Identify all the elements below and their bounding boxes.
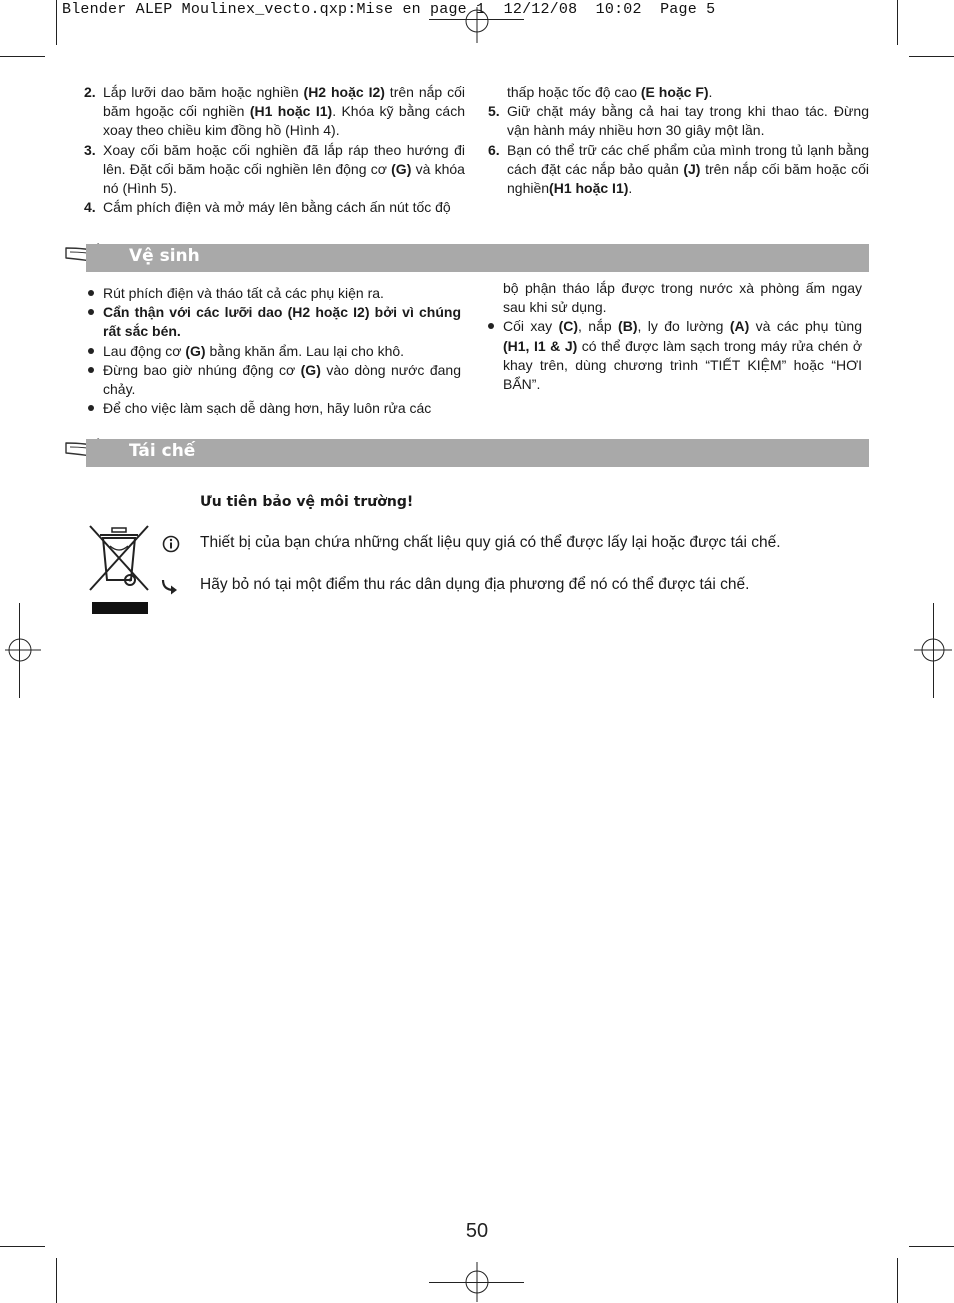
text-run: và khóa nó (Hình 5). (103, 160, 465, 197)
bullet-item (86, 361, 461, 399)
text-run: (G) (185, 342, 206, 359)
crossed-out-wheelie-bin-icon (86, 524, 152, 616)
text-run: . (708, 84, 713, 100)
instruction-number: 2. (84, 84, 96, 100)
cleaning-right-column (486, 279, 862, 394)
bullet-icon (88, 348, 94, 354)
instruction-4-continuation (488, 83, 869, 102)
bullet-item (86, 399, 461, 418)
text-run: (J) (683, 160, 701, 177)
text-run: và các phụ tùng (749, 318, 863, 335)
text-run: (H1 hoặc I1) (549, 180, 629, 197)
instruction-item (84, 141, 465, 199)
recycling-info-text: Thiết bị của bạn chứa những chất liệu quy giá có thể được lấy lại hoặc được tái chế. (200, 534, 781, 551)
text-run: , ly đo lường (637, 318, 730, 335)
text-run: có thể được làm sạch trong máy rửa chén ở khay trên, dùng chương trình “TIẾT KIỆM” hoặc “HƠI BẨN”. (503, 337, 862, 393)
section-header-cleaning (86, 244, 869, 272)
text-run: . Khóa kỹ bằng cách xoay theo chiều kim đồng hồ (Hình 4). (103, 103, 466, 139)
text-run: Cối xay (503, 318, 559, 335)
section-header-recycling (86, 439, 869, 467)
registration-mark-bottom (464, 1262, 490, 1302)
instruction-number: 4. (84, 199, 96, 216)
text-run: Cẩn thận với các lưỡi dao (H2 hoặc I2) bởi vì chúng rất sắc bén. (103, 304, 461, 340)
text-run: Rút phích điện và tháo tất cả các phụ kiện ra. (103, 285, 384, 301)
instruction-item (84, 83, 465, 141)
section-title-recycling: Tái chế (129, 441, 196, 461)
text-run: Đừng bao giờ nhúng động cơ (103, 361, 301, 378)
text-run: (E hoặc F) (640, 84, 709, 100)
arrow-right-icon (161, 577, 179, 595)
bullet-item (86, 303, 461, 341)
instruction-number: 5. (488, 103, 500, 120)
bullet-item (486, 317, 862, 394)
text-run: , nắp (578, 318, 619, 335)
text-run: trên nắp cối băm hoặc cối nghiền (507, 160, 869, 197)
bullet-icon (88, 367, 94, 373)
instruction-number: 3. (84, 141, 96, 158)
bullet-item (86, 342, 461, 361)
info-circle-icon (162, 535, 180, 553)
text-run: Giữ chặt máy bằng cả hai tay trong khi thao tác. Đừng vận hành máy nhiều hơn 30 giây một lần. (507, 103, 869, 139)
text-run: thấp hoặc tốc độ cao (507, 84, 641, 100)
instruction-number: 6. (488, 141, 500, 158)
printer-slug: Blender ALEP Moulinex_vecto.qxp:Mise en page 1 12/12/08 10:02 Page 5 (62, 1, 716, 18)
recycling-action-text: Hãy bỏ nó tại một điểm thu rác dân dụng địa phương để nó có thể được tái chế. (200, 576, 750, 593)
registration-mark-right (914, 636, 952, 664)
instructions-right-column (488, 83, 869, 198)
text-run: (G) (300, 361, 321, 378)
text-run: (G) (391, 160, 412, 177)
page-number: 50 (465, 1220, 489, 1242)
cleaning-continuation (486, 279, 862, 317)
instructions-left-column (84, 83, 465, 217)
text-run: trên nắp cối băm hgoặc cối nghiền (103, 84, 465, 120)
recycling-subtitle: Ưu tiên bảo vệ môi trường! (200, 494, 414, 510)
text-run: Cắm phích điện và mở máy lên bằng cách ấn nút tốc độ (103, 199, 451, 216)
text-run: Lắp lưỡi dao băm hoặc nghiền (103, 84, 304, 100)
text-run: . (628, 180, 633, 197)
bullet-icon (88, 405, 94, 411)
text-run: (H1, I1 & J) (503, 337, 578, 354)
instruction-item (84, 198, 465, 217)
text-run: (A) (729, 318, 750, 335)
bullet-icon (488, 323, 494, 329)
text-run: Xoay cối băm hoặc cối nghiền đã lắp ráp theo hướng đi lên. Đặt cối băm hoặc cối nghiền lên động cơ (103, 141, 465, 177)
text-run: Để cho việc làm sạch dễ dàng hơn, hãy luôn rửa các (103, 400, 432, 417)
bullet-icon (88, 309, 94, 315)
text-run: (C) (558, 318, 579, 335)
text-run: bằng khăn ẩm. Lau lại cho khô. (205, 342, 405, 359)
bullet-icon (88, 290, 94, 296)
text-run: (H2 hoặc I2) (303, 84, 385, 100)
text-run: (B) (618, 318, 638, 335)
registration-mark-top (464, 7, 490, 43)
section-title-cleaning: Vệ sinh (129, 246, 200, 266)
bullet-item (86, 284, 461, 303)
instruction-item (488, 102, 869, 140)
text-run: bộ phận tháo lắp được trong nước xà phòng ấm ngay sau khi sử dụng. (503, 280, 862, 316)
registration-mark-left (5, 636, 41, 664)
instruction-item (488, 141, 869, 199)
text-run: (H1 hoặc I1) (249, 103, 333, 120)
text-run: Lau động cơ (103, 342, 186, 359)
text-run: Bạn có thể trữ các chế phẩm của mình trong tủ lạnh bằng cách đặt các nắp bảo quản (507, 141, 869, 177)
cleaning-left-column (86, 284, 461, 418)
text-run: vào dòng nước đang chảy. (103, 361, 461, 398)
